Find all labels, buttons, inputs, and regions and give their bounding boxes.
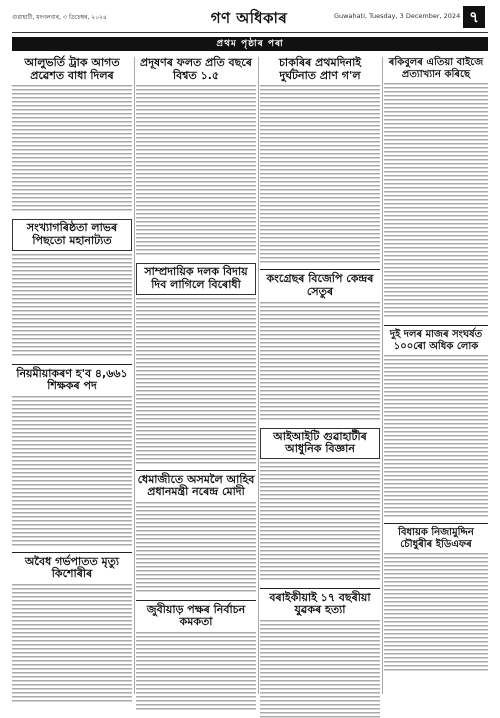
article-body bbox=[136, 502, 256, 594]
headline: আলুভৰ্তি ট্ৰাক আগত প্ৰৱেশত বাধা দিলৰ bbox=[24, 56, 120, 82]
headline: সংখ্যাগৰিষ্ঠতা লাভৰ পিছতো মহানাট্যত bbox=[12, 219, 132, 250]
article-body bbox=[384, 83, 488, 319]
page-header bbox=[12, 4, 488, 33]
section-title: প্ৰথম পৃষ্ঠাৰ পৰা bbox=[12, 37, 488, 51]
headline: সাম্প্ৰদায়িক দলক বিদায় দিব লাগিলে বিৰোধী bbox=[136, 263, 256, 294]
headline: দুই দলৰ মাজৰ সংঘৰ্ষত ১০০ৰো অধিক লোক bbox=[384, 325, 488, 352]
headline: অবৈধ গৰ্ভপাতত মৃত্যু কিশোৰীৰ bbox=[12, 552, 132, 581]
column-4 bbox=[384, 57, 488, 694]
headline: আইআইটি গুৱাহাটীৰ আধুনিক বিজ্ঞান bbox=[260, 428, 380, 459]
headline: কংগ্ৰেছৰ বিজেপি কেন্দ্ৰৰ সেতুৰ bbox=[260, 269, 380, 298]
column-3 bbox=[260, 57, 380, 694]
header-date-left: গুৱাহাটী, মংগলবাৰ, ৩ ডিচেম্বৰ, ২০২৪ bbox=[12, 14, 107, 21]
column-1 bbox=[12, 57, 132, 694]
headline: চাকৰিৰ প্ৰথমদিনাই দুৰ্ঘটনাত প্ৰাণ গ'ল bbox=[278, 56, 362, 82]
column-2 bbox=[136, 57, 256, 694]
headline: ধেমাজীতে অসমলৈ আহিব প্ৰধানমন্ত্ৰী নৰেন্দ্ৰ মোদী bbox=[136, 470, 256, 499]
header-date-right: Guwahati, Tuesday, 3 December, 2024 bbox=[334, 12, 461, 20]
headline: বিধায়ক নিজামুদ্দিন চৌধুৰীৰ ইডিএফৰ bbox=[384, 523, 488, 550]
article-body bbox=[260, 620, 380, 718]
headline: ৰকিবুলৰ এতিয়া বাইজে প্ৰত্যাখ্যান কৰিছে bbox=[388, 57, 484, 80]
article-body bbox=[12, 396, 132, 546]
article-body bbox=[12, 254, 132, 358]
column-rule bbox=[382, 57, 383, 694]
article-body bbox=[136, 85, 256, 257]
headline: বৰাইকীয়াই ১৭ বছৰীয়া যুৱকৰ হত্যা bbox=[260, 588, 380, 617]
column-rule bbox=[258, 57, 259, 694]
article-body bbox=[384, 553, 488, 673]
article-body bbox=[260, 302, 380, 422]
column-rule bbox=[134, 57, 135, 694]
article-body bbox=[260, 462, 380, 582]
article-body bbox=[136, 298, 256, 464]
page-number: ৭ bbox=[463, 6, 485, 28]
masthead-logo: গণ অধিকাৰ bbox=[210, 9, 288, 27]
article-body bbox=[136, 632, 256, 710]
article-body bbox=[260, 85, 380, 263]
article-body bbox=[384, 355, 488, 517]
headline: প্ৰদূষণৰ ফলত প্ৰতি বছৰে বিশ্বত ১.৫ bbox=[140, 56, 252, 82]
article-body bbox=[12, 584, 132, 702]
headline: জুবীয়াড় পক্ষৰ নিৰ্বাচন কমকতা bbox=[136, 600, 256, 629]
article-body bbox=[12, 85, 132, 213]
newspaper-page bbox=[12, 4, 488, 694]
headline: নিয়মীয়াকৰণ হ'ব ৪,৬৬১ শিক্ষকৰ পদ bbox=[12, 364, 132, 393]
